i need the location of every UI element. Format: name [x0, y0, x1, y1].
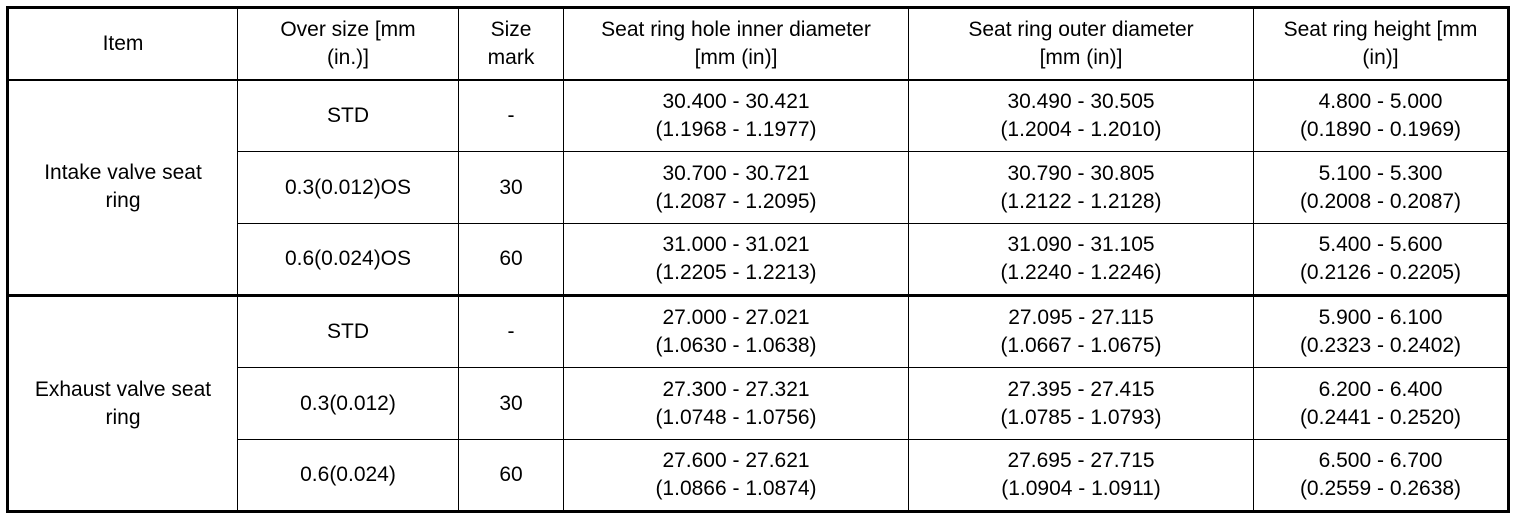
header-over-size [238, 8, 459, 80]
in-value: (1.0785 - 1.0793) [1000, 405, 1162, 429]
header-outer-diameter-line-2: [mm (in)] [1039, 45, 1123, 69]
height-cell [1254, 80, 1509, 152]
mm-value: 6.500 - 6.700 [1318, 449, 1443, 472]
valve-seat-ring-spec-table [6, 6, 1510, 513]
in-value: (1.1968 - 1.1977) [655, 117, 817, 141]
over-size-cell: 0.3(0.012) [238, 368, 459, 440]
in-value: (1.2004 - 1.2010) [1000, 117, 1162, 141]
in-value: (1.0667 - 1.0675) [1000, 334, 1162, 357]
in-value: (1.2240 - 1.2246) [1000, 261, 1162, 284]
item-line: Intake valve seat [44, 161, 202, 185]
header-over-size-line-1: Over size [mm [280, 17, 416, 41]
header-item [8, 8, 238, 80]
height-cell [1254, 296, 1509, 368]
mm-value: 27.095 - 27.115 [1008, 306, 1154, 329]
over-size-cell: 0.3(0.012)OS [238, 152, 459, 224]
size-mark-cell: - [459, 80, 564, 152]
mm-value: 27.695 - 27.715 [1007, 449, 1155, 472]
size-mark-cell: 60 [459, 224, 564, 296]
over-size-cell: 0.6(0.024) [238, 440, 459, 512]
in-value: (0.2008 - 0.2087) [1299, 189, 1462, 213]
header-height-line-2: (in)] [1362, 45, 1399, 69]
mm-value: 5.400 - 5.600 [1318, 233, 1443, 256]
header-row [8, 8, 1509, 80]
table-row [8, 80, 1509, 152]
mm-value: 30.700 - 30.721 [662, 161, 810, 185]
in-value: (1.2087 - 1.2095) [655, 189, 817, 213]
in-value: (1.0866 - 1.0874) [655, 477, 817, 500]
mm-value: 5.100 - 5.300 [1318, 161, 1443, 185]
in-value: (1.0748 - 1.0756) [655, 405, 817, 429]
in-value: (1.0904 - 1.0911) [1001, 477, 1161, 500]
in-value: (0.1890 - 0.1969) [1299, 117, 1462, 141]
hole-inner-diameter-cell [564, 296, 909, 368]
hole-inner-diameter-cell [564, 440, 909, 512]
size-mark-cell: 60 [459, 440, 564, 512]
hole-inner-diameter-cell [564, 152, 909, 224]
outer-diameter-cell [909, 152, 1254, 224]
item-cell-intake [8, 80, 238, 296]
height-cell [1254, 224, 1509, 296]
hole-inner-diameter-cell [564, 368, 909, 440]
item-line: ring [105, 405, 141, 429]
in-value: (1.2205 - 1.2213) [655, 261, 817, 284]
in-value: (1.2122 - 1.2128) [1000, 189, 1162, 213]
header-size-mark [459, 8, 564, 80]
header-outer-diameter-line-1: Seat ring outer diameter [968, 17, 1194, 41]
size-mark-cell: 30 [459, 152, 564, 224]
mm-value: 30.790 - 30.805 [1007, 161, 1155, 185]
in-value: (0.2441 - 0.2520) [1299, 405, 1462, 429]
header-size-mark-line-2: mark [487, 45, 535, 69]
mm-value: 27.300 - 27.321 [662, 377, 810, 401]
height-cell [1254, 440, 1509, 512]
size-mark-cell: - [459, 296, 564, 368]
mm-value: 27.000 - 27.021 [662, 306, 810, 329]
outer-diameter-cell [909, 224, 1254, 296]
outer-diameter-cell [909, 296, 1254, 368]
in-value: (0.2323 - 0.2402) [1299, 334, 1462, 357]
item-line: Exhaust valve seat [34, 377, 212, 401]
mm-value: 27.600 - 27.621 [662, 449, 810, 472]
mm-value: 31.090 - 31.105 [1007, 233, 1155, 256]
over-size-cell: STD [238, 296, 459, 368]
header-size-mark-line-1: Size [490, 17, 532, 41]
hole-inner-diameter-cell [564, 224, 909, 296]
mm-value: 5.900 - 6.100 [1318, 306, 1443, 329]
header-over-size-line-2: (in.)] [327, 45, 369, 69]
mm-value: 6.200 - 6.400 [1318, 377, 1443, 401]
table-row [8, 296, 1509, 368]
header-hole-inner-diameter-line-1: Seat ring hole inner diameter [601, 17, 871, 41]
outer-diameter-cell [909, 80, 1254, 152]
size-mark-cell: 30 [459, 368, 564, 440]
item-line: ring [105, 189, 141, 213]
header-item-line: Item [102, 31, 144, 55]
header-outer-diameter [909, 8, 1254, 80]
in-value: (0.2126 - 0.2205) [1299, 261, 1462, 284]
header-hole-inner-diameter [564, 8, 909, 80]
outer-diameter-cell [909, 368, 1254, 440]
height-cell [1254, 152, 1509, 224]
over-size-cell: STD [238, 80, 459, 152]
in-value: (1.0630 - 1.0638) [655, 334, 817, 357]
header-hole-inner-diameter-line-2: [mm (in)] [694, 45, 778, 69]
outer-diameter-cell [909, 440, 1254, 512]
header-height-line-1: Seat ring height [mm [1283, 17, 1478, 41]
over-size-cell: 0.6(0.024)OS [238, 224, 459, 296]
header-height [1254, 8, 1509, 80]
hole-inner-diameter-cell [564, 80, 909, 152]
mm-value: 31.000 - 31.021 [662, 233, 810, 256]
height-cell [1254, 368, 1509, 440]
mm-value: 4.800 - 5.000 [1318, 89, 1443, 113]
item-cell-exhaust [8, 296, 238, 512]
in-value: (0.2559 - 0.2638) [1299, 477, 1462, 500]
mm-value: 30.490 - 30.505 [1007, 89, 1155, 113]
mm-value: 27.395 - 27.415 [1007, 377, 1155, 401]
mm-value: 30.400 - 30.421 [662, 89, 810, 113]
